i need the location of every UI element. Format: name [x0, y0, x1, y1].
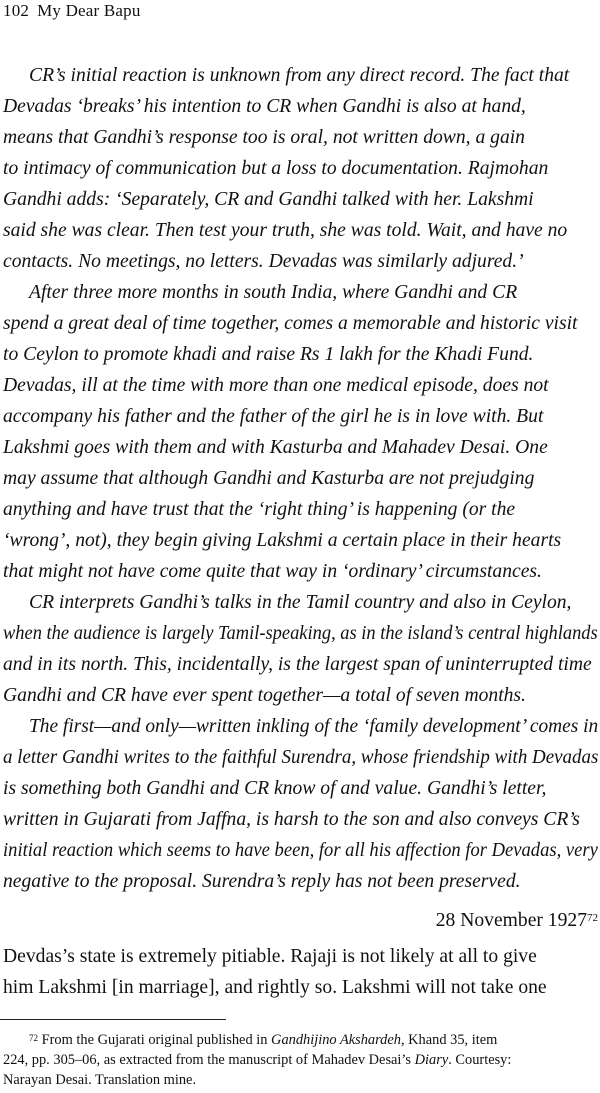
- paragraph-3-line: when the audience is largely Tamil-speaking, as in the island’s central highlands: [3, 623, 598, 644]
- paragraph-2-line: ‘wrong’, not), they begin giving Lakshmi a certain place in their hearts: [3, 530, 562, 551]
- paragraph-3-line: and in its north. This, incidentally, is the largest span of uninterrupted time: [3, 654, 592, 675]
- paragraph-1-line: contacts. No meetings, no letters. Devadas was similarly adjured.’: [3, 251, 524, 272]
- paragraph-4-line: is something both Gandhi and CR know of and value. Gandhi’s letter,: [3, 778, 547, 799]
- footnote-line: Narayan Desai. Translation mine.: [3, 1072, 197, 1088]
- running-head: [3, 1, 141, 21]
- paragraph-1-line: said she was clear. Then test your truth, she was told. Wait, and have no: [3, 220, 568, 241]
- paragraph-4-line: The first—and only—written inkling of the ‘family development’ comes in: [29, 716, 599, 737]
- paragraph-1-line: means that Gandhi’s response too is oral, not written down, a gain: [3, 127, 525, 148]
- paragraph-3-line: Gandhi and CR have ever spent together—a total of seven months.: [3, 685, 526, 706]
- paragraph-2-line: that might not have come quite that way in ‘ordinary’ circumstances.: [3, 561, 542, 582]
- paragraph-3-line: CR interprets Gandhi’s talks in the Tamil country and also in Ceylon,: [29, 592, 572, 613]
- footnote-text: 224, pp. 305–06, as extracted from the manuscript of Mahadev Desai’s: [3, 1052, 412, 1068]
- letter-date-text: 28 November 1927: [435, 910, 587, 931]
- paragraph-4-line: written in Gujarati from Jaffna, is harsh to the son and also conveys CR’s: [3, 809, 580, 830]
- paragraph-2-line: After three more months in south India, where Gandhi and CR: [29, 282, 518, 303]
- paragraph-2-line: to Ceylon to promote khadi and raise Rs 1 lakh for the Khadi Fund.: [3, 344, 534, 365]
- footnote-text: From the Gujarati original published in: [41, 1032, 268, 1048]
- paragraph-2-line: Lakshmi goes with them and with Kasturba and Mahadev Desai. One: [3, 437, 548, 458]
- footnote-line: [3, 1051, 511, 1070]
- paragraph-2-line: may assume that although Gandhi and Kasturba are not prejudging: [3, 468, 535, 489]
- letter-date: [436, 908, 598, 934]
- paragraph-1-line: Devadas ‘breaks’ his intention to CR when Gandhi is also at hand,: [3, 96, 526, 117]
- page-number: 102: [3, 1, 30, 20]
- paragraph-2-line: Devadas, ill at the time with more than one medical episode, does not: [3, 375, 549, 396]
- footnote-number: 72: [29, 1033, 38, 1043]
- paragraph-1-line: to intimacy of communication but a loss to documentation. Rajmohan: [3, 158, 549, 179]
- paragraph-4-line: initial reaction which seems to have been, for all his affection for Devadas, very: [3, 840, 598, 861]
- paragraph-2-line: anything and have trust that the ‘right thing’ is happening (or the: [3, 499, 516, 520]
- running-title: My Dear Bapu: [37, 1, 141, 20]
- footnote-title: Diary: [414, 1052, 449, 1068]
- footnote-text: . Courtesy:: [448, 1052, 512, 1068]
- footnote-line: [29, 1031, 497, 1050]
- footnote-reference: 72: [587, 912, 598, 924]
- paragraph-2-line: spend a great deal of time together, comes a memorable and historic visit: [3, 313, 578, 334]
- letter-line: Devdas’s state is extremely pitiable. Rajaji is not likely at all to give: [3, 946, 537, 967]
- paragraph-4-line: negative to the proposal. Surendra’s reply has not been preserved.: [3, 871, 521, 892]
- paragraph-1-line: CR’s initial reaction is unknown from any direct record. The fact that: [29, 65, 570, 86]
- paragraph-4-line: a letter Gandhi writes to the faithful Surendra, whose friendship with Devadas: [3, 747, 599, 768]
- paragraph-1-line: Gandhi adds: ‘Separately, CR and Gandhi talked with her. Lakshmi: [3, 189, 534, 210]
- paragraph-2-line: accompany his father and the father of the girl he is in love with. But: [3, 406, 544, 427]
- footnote-text: , Khand 35, item: [400, 1032, 498, 1048]
- letter-line: him Lakshmi [in marriage], and rightly so. Lakshmi will not take one: [3, 977, 547, 998]
- footnote-title: Gandhijino Akshardeh: [271, 1032, 401, 1048]
- footnote-rule: [0, 1019, 226, 1020]
